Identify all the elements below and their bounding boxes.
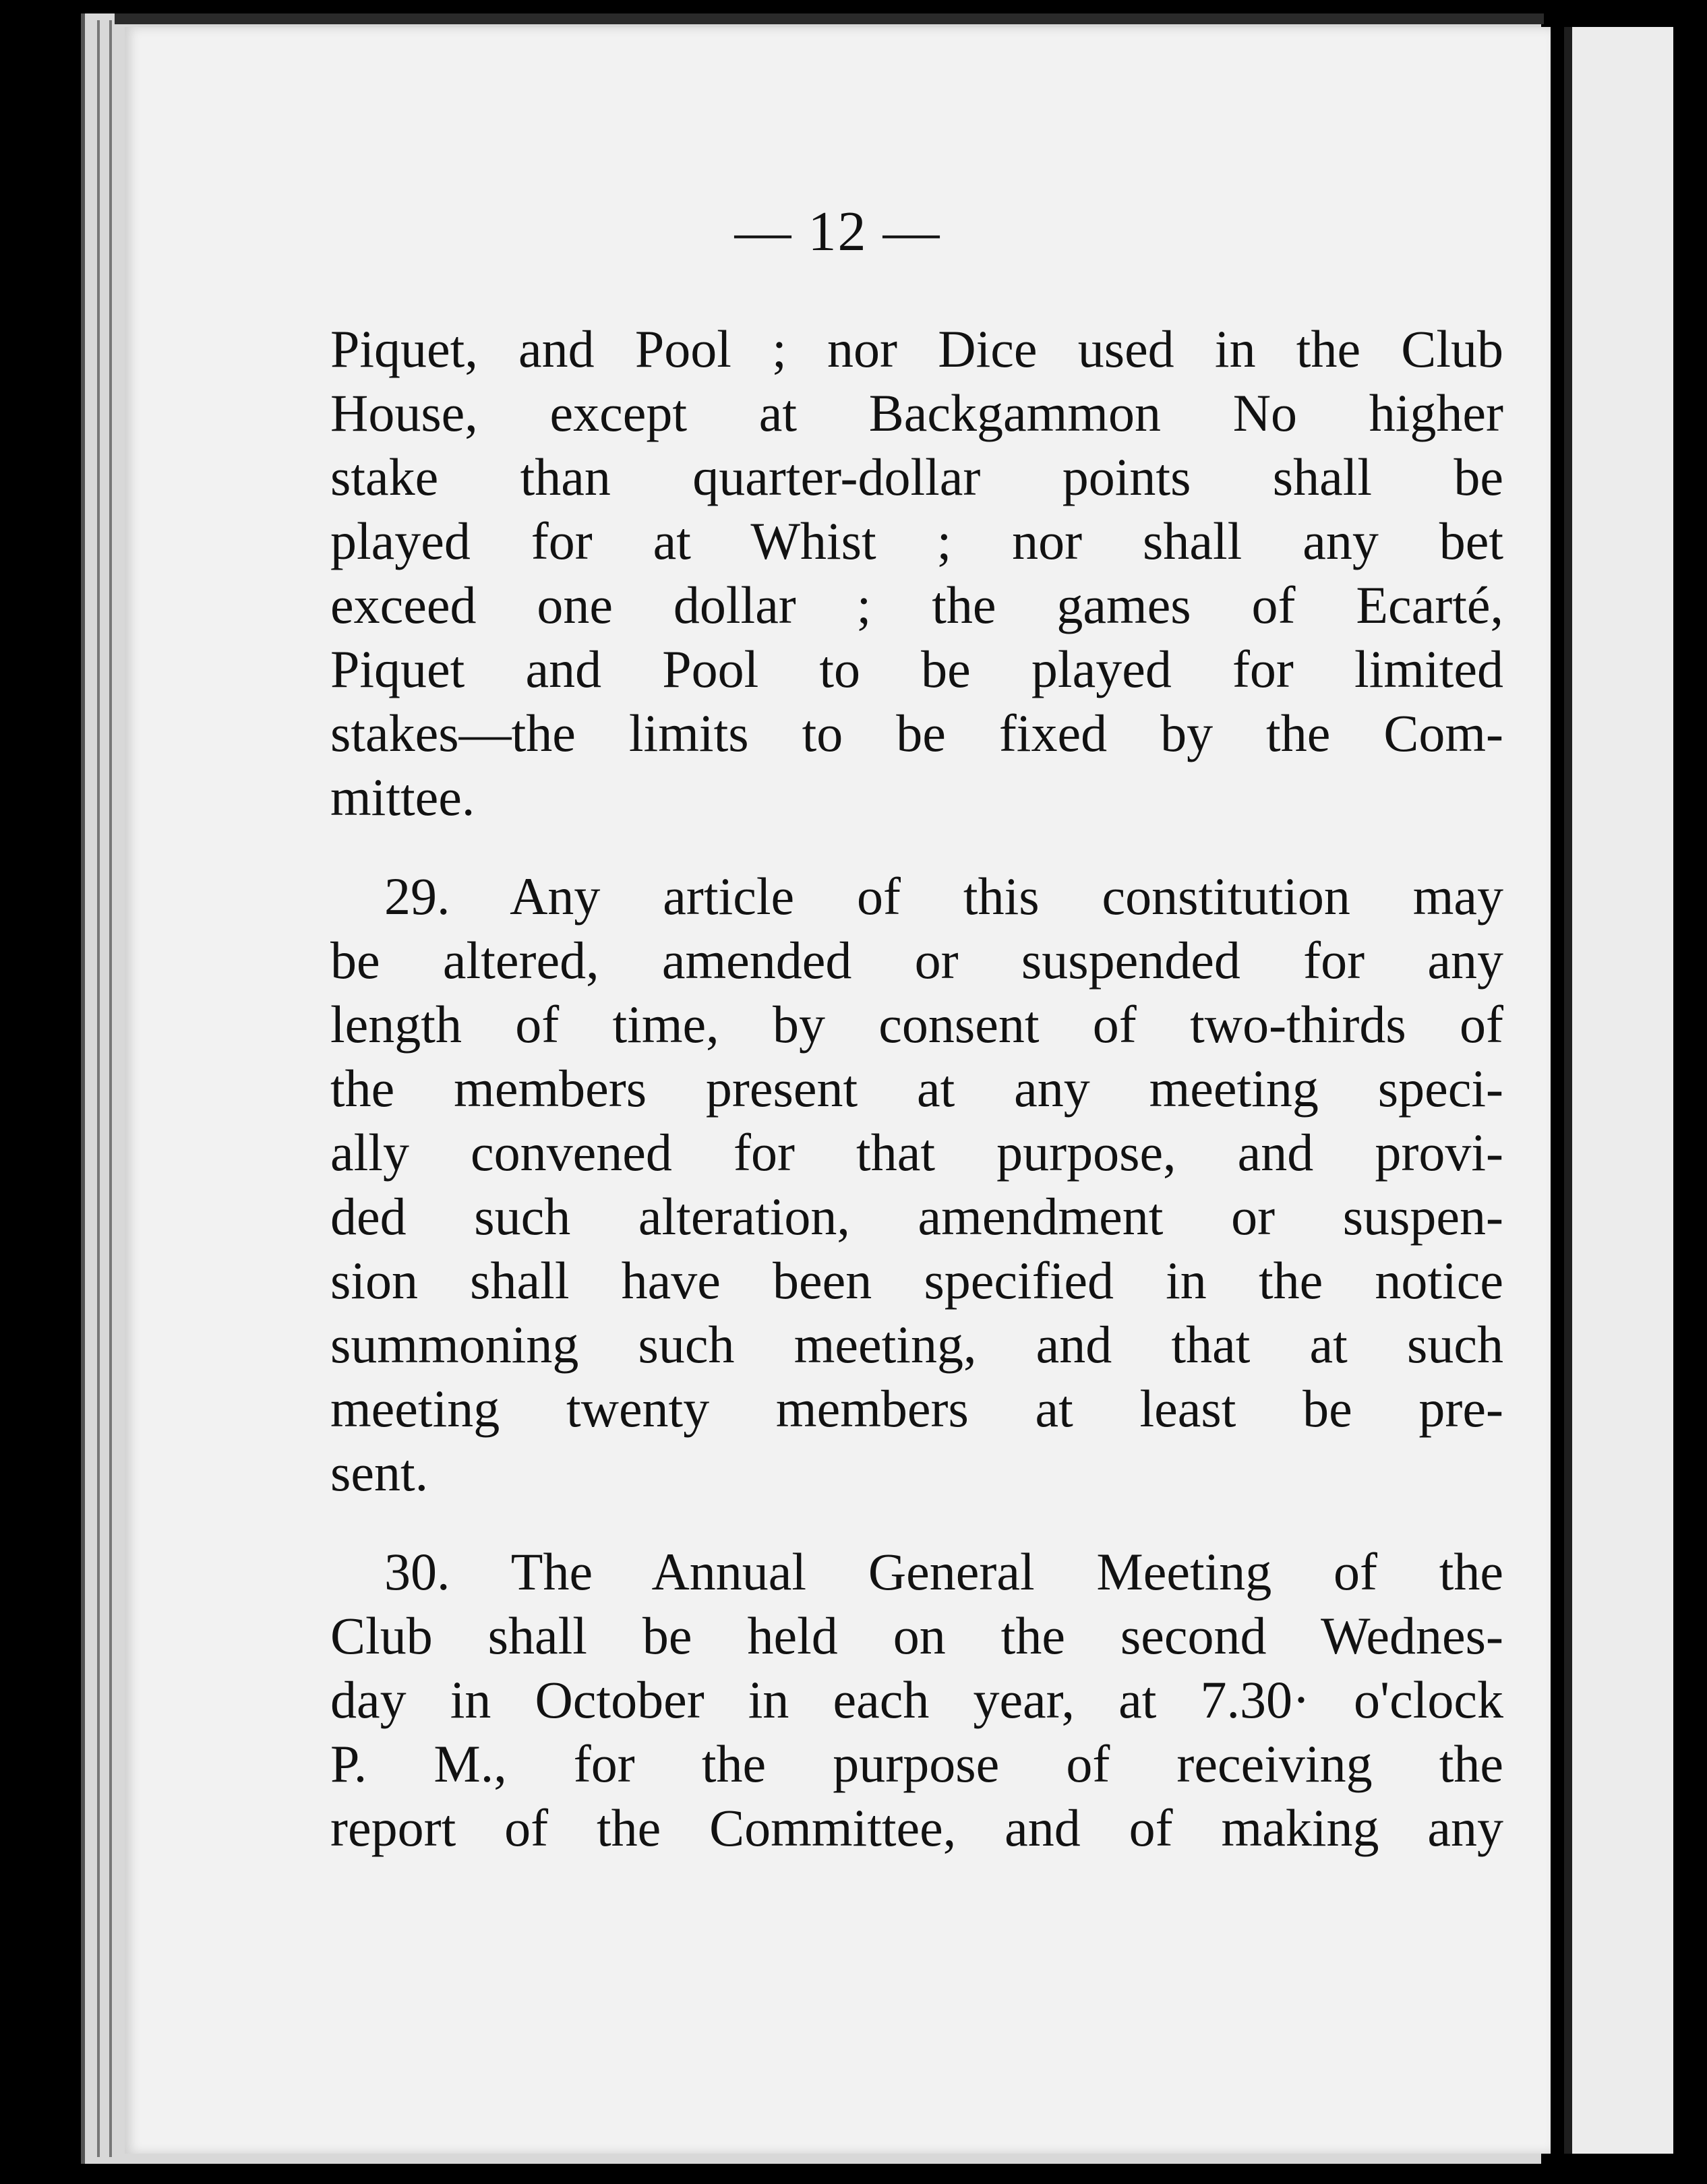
text-line: stake than quarter-dollar points shall be	[330, 448, 1503, 506]
paragraph-rule-28-continued	[330, 317, 1503, 829]
text-line: 29. Any article of this constitution may	[384, 867, 1503, 926]
text-line: Club shall be held on the second Wednes-	[330, 1606, 1503, 1665]
text-line: P. M., for the purpose of receiving the	[330, 1734, 1503, 1793]
text-line: sent.	[330, 1443, 429, 1502]
text-line: stakes—the limits to be fixed by the Com-	[330, 704, 1503, 762]
text-line: the members present at any meeting speci-	[330, 1059, 1503, 1118]
text-line: be altered, amended or suspended for any	[330, 931, 1503, 990]
text-line: House, except at Backgammon No higher	[330, 384, 1503, 442]
body-text	[330, 317, 1503, 1860]
text-line: meeting twenty members at least be pre-	[330, 1379, 1503, 1438]
text-line: sion shall have been specified in the notice	[330, 1251, 1503, 1310]
facing-page-edge	[1564, 27, 1673, 2154]
text-line: report of the Committee, and of making any	[330, 1798, 1503, 1857]
text-line: ally convened for that purpose, and provi-	[330, 1123, 1503, 1182]
text-line: ded such alteration, amendment or suspen-	[330, 1187, 1503, 1246]
text-line: Piquet, and Pool ; nor Dice used in the Club	[330, 320, 1503, 378]
book-top-edge	[115, 13, 1544, 24]
text-line: played for at Whist ; nor shall any bet	[330, 512, 1503, 570]
text-line: length of time, by consent of two-thirds of	[330, 995, 1503, 1054]
paragraph-rule-29	[330, 864, 1503, 1505]
text-line: day in October in each year, at 7.30· o'clock	[330, 1670, 1503, 1729]
paragraph-rule-30	[330, 1540, 1503, 1860]
text-line: summoning such meeting, and that at such	[330, 1315, 1503, 1374]
page-number: — 12 —	[734, 200, 941, 263]
text-line: Piquet and Pool to be played for limited	[330, 640, 1503, 698]
text-line: exceed one dollar ; the games of Ecarté,	[330, 576, 1503, 634]
book-page	[125, 27, 1551, 2154]
text-line: mittee.	[330, 768, 475, 826]
text-line: 30. The Annual General Meeting of the	[384, 1542, 1503, 1601]
